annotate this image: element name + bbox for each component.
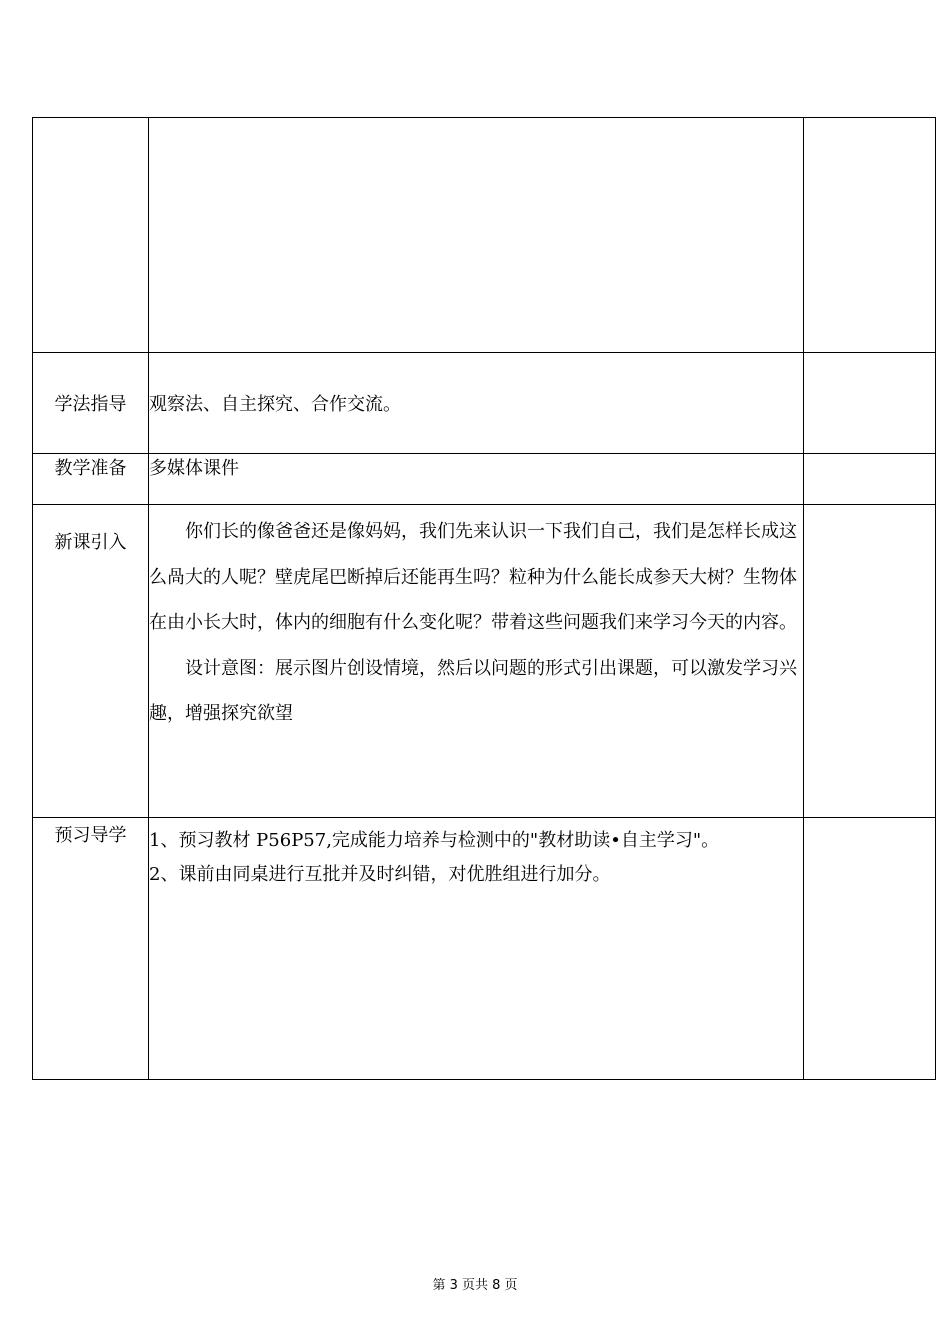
notes-cell <box>804 118 936 353</box>
table-row <box>33 505 936 818</box>
intro-paragraph: 你们长的像爸爸还是像妈妈，我们先来认识一下我们自己，我们是怎样长成这么咼大的人呢？壁虎尾巴断掉后还能再生吗？粒种为什么能长成参天大树？生物体在由小长大时，体内的细胞有什么变化呢？带着这些问题我们来学习今天的内容。 <box>149 521 797 633</box>
table-row <box>33 353 936 454</box>
empty-label-cell <box>33 118 149 353</box>
row-label-intro: 新课引入 <box>33 505 149 818</box>
row-label-method: 学法指导 <box>33 353 149 454</box>
preview-content <box>149 818 804 1080</box>
empty-content-cell <box>149 118 804 353</box>
method-content: 观察法、自主探究、合作交流。 <box>149 353 804 454</box>
intro-content <box>149 505 804 818</box>
row-label-preview: 预习导学 <box>33 818 149 1080</box>
notes-cell <box>804 818 936 1080</box>
notes-cell <box>804 454 936 505</box>
table-row <box>33 118 936 353</box>
design-intent-paragraph: 设计意图：展示图片创设情境，然后以问题的形式引出课题，可以激发学习兴趣，增强探究欲望 <box>149 657 797 724</box>
table-row <box>33 818 936 1080</box>
list-item: 2、课前由同桌进行互批并及时纠错，对优胜组进行加分。 <box>149 864 611 885</box>
notes-cell <box>804 505 936 818</box>
notes-cell <box>804 353 936 454</box>
list-item: 1、预习教材 P56P57,完成能力培养与检测中的"教材助读•自主学习"。 <box>149 830 720 851</box>
table-row <box>33 454 936 505</box>
page-footer: 第 3 页共 8 页 <box>432 1278 518 1293</box>
row-label-prep: 教学准备 <box>33 454 149 505</box>
lesson-plan-table <box>32 117 936 1080</box>
prep-content: 多媒体课件 <box>149 454 804 505</box>
